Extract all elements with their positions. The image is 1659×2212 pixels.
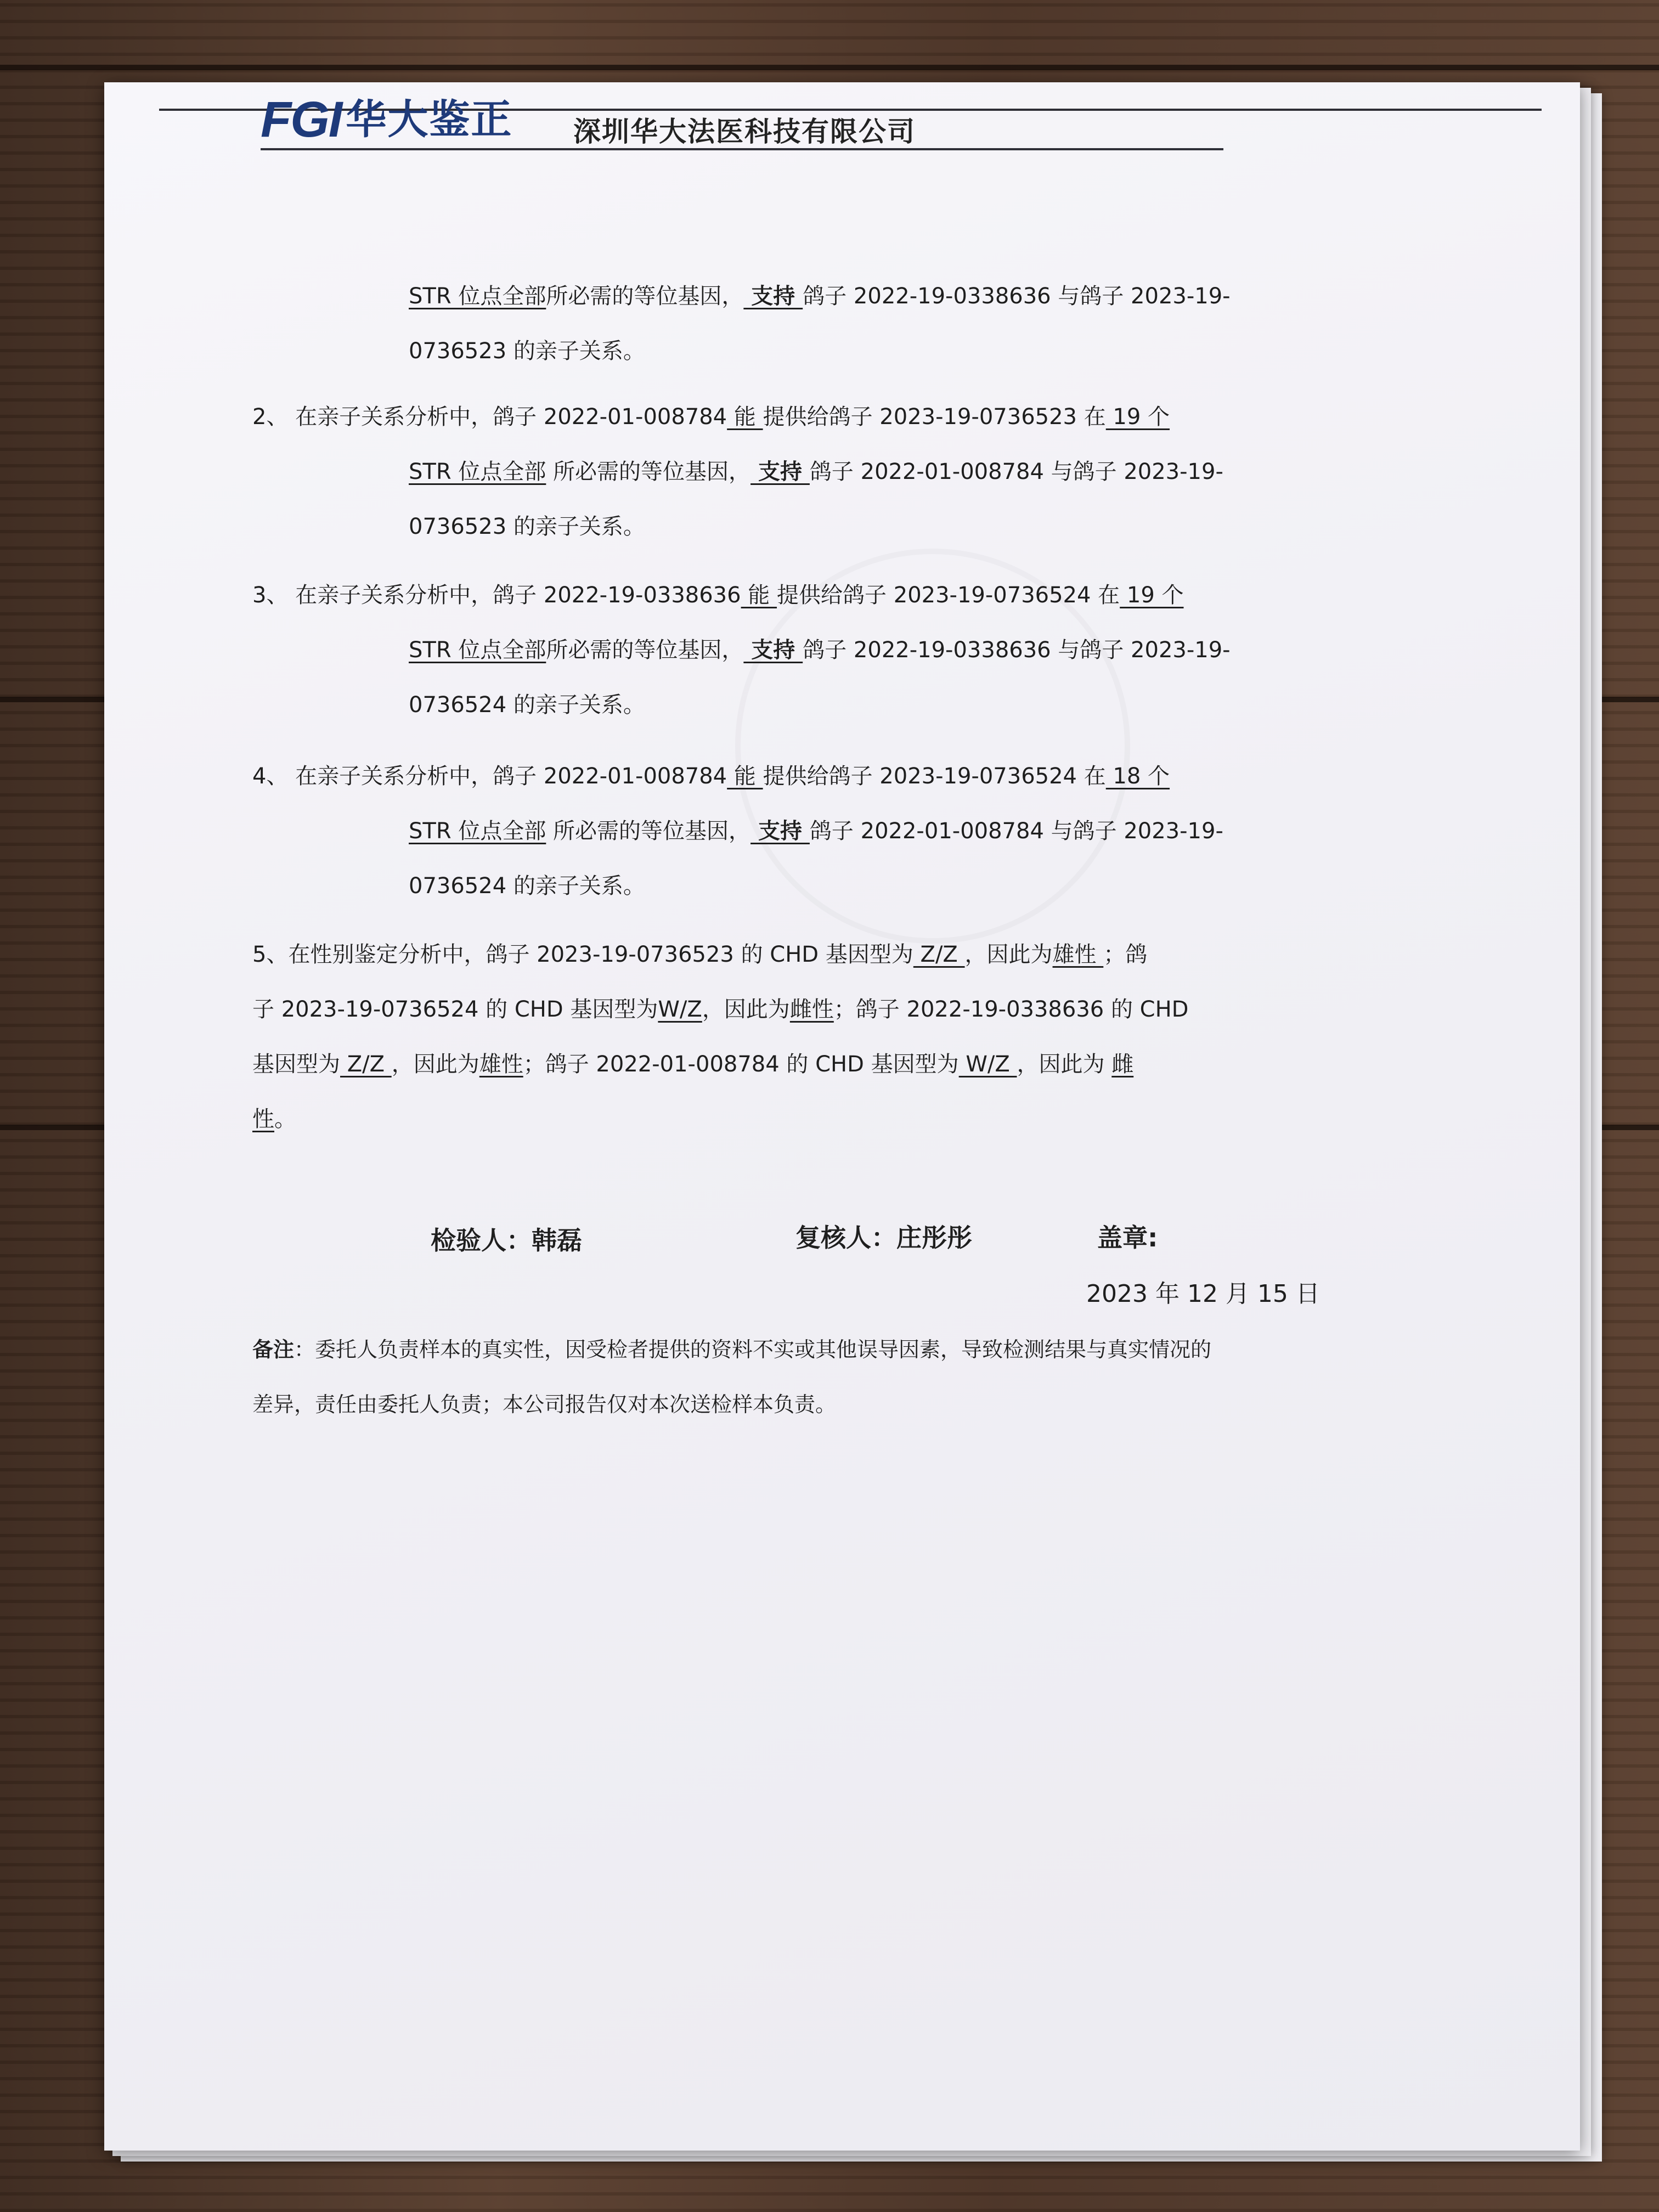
company-logo: [261, 92, 513, 148]
paragraph-line: [409, 269, 1231, 324]
text-segment: 基因型为: [252, 1052, 340, 1077]
seal-label: 盖章:: [1097, 1223, 1158, 1252]
text-segment: Z/Z: [913, 942, 965, 967]
text-segment: 支持: [751, 819, 810, 844]
document-header: [261, 93, 1223, 150]
text-segment: 19 个: [1105, 404, 1170, 430]
logo-latin-text: FGI: [261, 92, 342, 148]
text-segment: 提供给鸽子 2023-19-0736523 在: [763, 404, 1106, 430]
paragraph-line: [409, 324, 645, 379]
text-segment: 3、 在亲子关系分析中，鸽子 2022-19-0338636: [252, 583, 741, 608]
remark-label: 备注: [252, 1338, 295, 1362]
text-segment: ；鸽: [1103, 942, 1148, 967]
inspector-signature: 检验人：韩磊: [431, 1226, 582, 1255]
text-segment: 性: [252, 1107, 274, 1132]
text-segment: 支持: [743, 637, 803, 663]
paragraph-line: [252, 1092, 296, 1147]
report-date: 2023 年 12 月 15 日: [1086, 1280, 1320, 1308]
floor-plank-gap: [0, 65, 1659, 70]
paragraph-line: [409, 499, 645, 554]
paragraph-line: [409, 444, 1223, 499]
text-segment: 所必需的等位基因，: [546, 459, 751, 484]
company-name: 深圳华大法医科技有限公司: [573, 116, 916, 148]
text-segment: 鸽子 2022-01-008784 与鸽子 2023-19-: [809, 459, 1223, 484]
text-segment: STR 位点全部: [409, 459, 546, 484]
text-segment: 提供给鸽子 2023-19-0736524 在: [777, 583, 1120, 608]
remark-block: [252, 1322, 1267, 1432]
text-segment: 0736523 的亲子关系。: [409, 338, 645, 364]
text-segment: 雄性: [1052, 942, 1104, 967]
text-segment: 能: [727, 404, 763, 430]
text-segment: 。: [274, 1107, 296, 1132]
remark-line-1: [252, 1322, 1267, 1377]
paragraph-line: [252, 927, 1147, 982]
text-segment: 19 个: [1120, 583, 1184, 608]
text-segment: 鸽子 2022-01-008784 与鸽子 2023-19-: [809, 819, 1223, 844]
logo-chinese-text: 华大鉴正: [346, 96, 513, 143]
paragraph-line: [252, 390, 1170, 444]
text-segment: 0736523 的亲子关系。: [409, 514, 645, 539]
text-segment: 0736524 的亲子关系。: [409, 692, 645, 718]
remark-line-2: 差异，责任由委托人负责；本公司报告仅对本次送检样本负责。: [252, 1392, 837, 1417]
text-segment: STR 位点全部: [409, 819, 546, 844]
text-segment: ，因此为: [1017, 1052, 1112, 1077]
reviewer-signature: 复核人：庄彤彤: [795, 1223, 972, 1252]
text-segment: 支持: [751, 459, 810, 484]
text-segment: STR 位点全部: [409, 637, 546, 663]
text-segment: ；鸽子 2022-19-0338636 的 CHD: [833, 997, 1189, 1022]
text-segment: W/Z: [958, 1052, 1017, 1077]
text-segment: 鸽子 2022-19-0338636 与鸽子 2023-19-: [803, 284, 1231, 309]
text-segment: 所必需的等位基因，: [546, 284, 744, 309]
text-segment: 鸽子 2022-19-0338636 与鸽子 2023-19-: [803, 637, 1231, 663]
paragraph-line: [409, 804, 1223, 859]
text-segment: STR 位点全部: [409, 284, 546, 309]
paragraph-line: [409, 859, 645, 913]
text-segment: 18 个: [1105, 764, 1170, 789]
text-segment: 能: [727, 764, 763, 789]
paragraph-line: [409, 678, 645, 732]
text-segment: ；鸽子 2022-01-008784 的 CHD 基因型为: [523, 1052, 959, 1077]
text-segment: 0736524 的亲子关系。: [409, 873, 645, 899]
text-segment: ，因此为: [391, 1052, 479, 1077]
text-segment: 雌性: [789, 997, 834, 1022]
text-segment: 子 2023-19-0736524 的 CHD 基因型为: [252, 997, 658, 1022]
text-segment: 4、 在亲子关系分析中，鸽子 2022-01-008784: [252, 764, 727, 789]
remark-text-1: ：委托人负责样本的真实性，因受检者提供的资料不实或其他误导因素，导致检测结果与真实情况的: [294, 1338, 1212, 1362]
paragraph-line: [252, 749, 1170, 804]
text-segment: W/Z: [658, 997, 702, 1022]
paragraph-line: [252, 982, 1188, 1037]
report-body: [252, 269, 1245, 1169]
text-segment: 5、在性别鉴定分析中，鸽子 2023-19-0736523 的 CHD 基因型为: [252, 942, 913, 967]
text-segment: ，因此为: [702, 997, 790, 1022]
text-segment: 提供给鸽子 2023-19-0736524 在: [763, 764, 1106, 789]
text-segment: 支持: [743, 284, 803, 309]
text-segment: 雄性: [479, 1052, 523, 1077]
paragraph-line: [409, 623, 1231, 678]
text-segment: 所必需的等位基因，: [546, 819, 751, 844]
paragraph-line: [252, 1037, 1133, 1092]
text-segment: ，因此为: [964, 942, 1053, 967]
text-segment: Z/Z: [340, 1052, 392, 1077]
paragraph-line: [252, 568, 1184, 623]
text-segment: 2、 在亲子关系分析中，鸽子 2022-01-008784: [252, 404, 727, 430]
text-segment: 所必需的等位基因，: [546, 637, 744, 663]
text-segment: 能: [741, 583, 777, 608]
text-segment: 雌: [1111, 1052, 1134, 1077]
